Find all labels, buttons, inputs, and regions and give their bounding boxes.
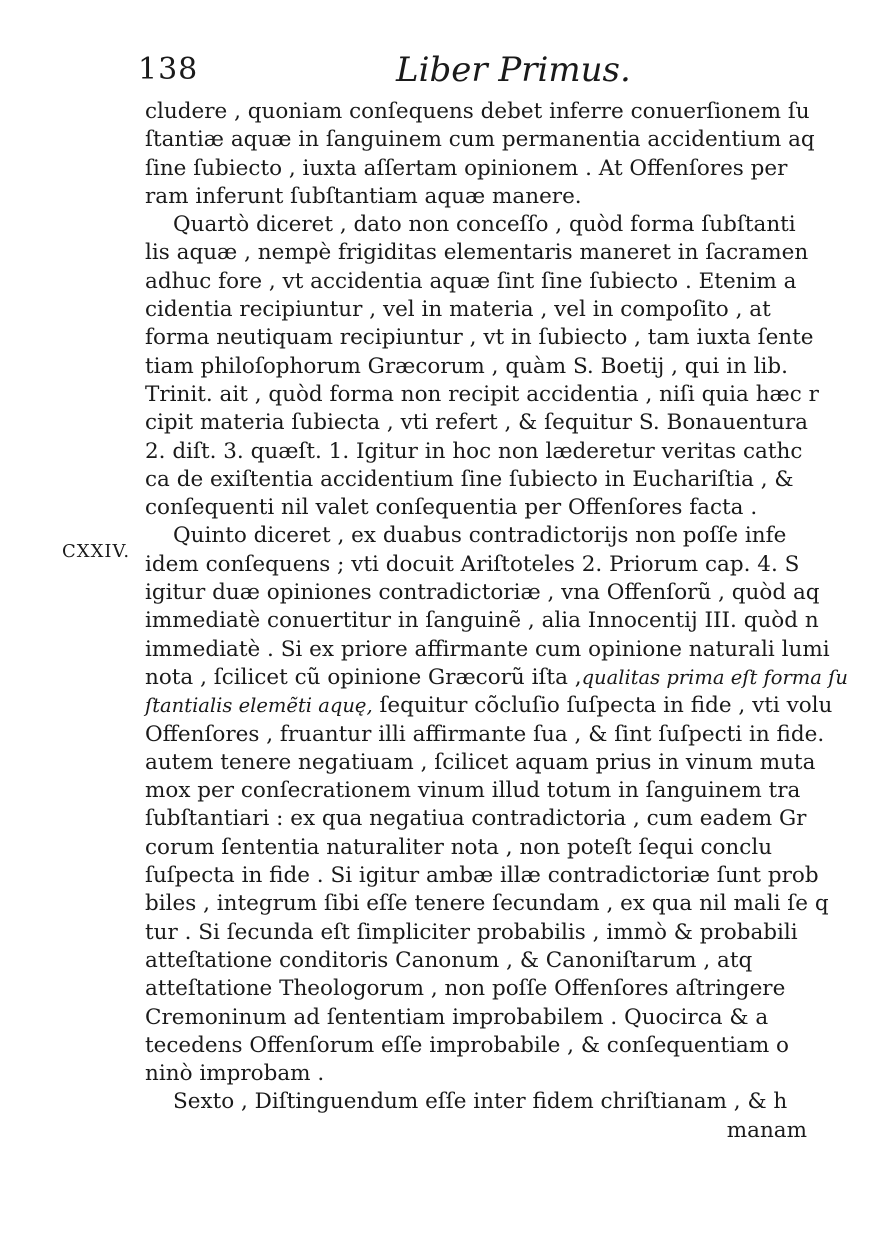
line-text: biles , integrum ſibi eſſe tenere ſecundam , ex qua nil mali ſe q [145,891,829,917]
line-text: conſequenti nil valet conſequentia per Offenſores facta . [145,495,758,521]
line-text: atteſtatione conditoris Canonum , & Canoniſtarum , atq [145,947,753,973]
line-text: cidentia recipiuntur , vel in materia , vel in compoſito , at [145,297,771,323]
margin-note: CXXIV. [62,541,131,562]
text-line [145,636,830,664]
text-line [145,438,807,466]
line-text: ſine ſubiecto , iuxta aſſertam opinionem . At Offenſores per [145,155,788,181]
text-line [145,834,807,862]
line-text: nota , ſcilicet cũ opinione Græcorũ iſta , [145,664,582,690]
text-line [145,975,807,1003]
line-text: Sexto , Diſtinguendum eſſe inter fidem chriſtianam , & h [173,1089,788,1115]
line-text: ſubſtantiari : ex qua negatiua contradictoria , cum eadem Gr [145,806,807,832]
text-line [145,721,825,749]
text-line [145,777,807,805]
line-text: mox per conſecrationem vinum illud totum in ſanguinem tra [145,778,801,804]
text-line [145,239,807,267]
line-text: tur . Si ſecunda eſt ſimpliciter probabilis , immò & probabili [145,919,798,945]
line-text: lis aquæ , nempè frigiditas elementaris maneret in ſacramen [145,240,809,266]
text-line [145,1032,807,1060]
line-text: manam [726,1117,807,1143]
text-line [145,664,848,692]
text-line [145,805,807,833]
line-text: Quartò diceret , dato non conceſſo , quòd forma ſubſtanti [173,212,796,238]
line-italic-text: ſtantialis elemẽti aquę, [145,694,373,718]
line-italic-text: qualitas prima eſt forma ſu [581,665,848,689]
text-line [145,381,819,409]
line-text: ſtantiæ aquæ in ſanguinem cum permanentia accidentium aq [145,127,815,153]
line-text: ram inferunt ſubſtantiam aquæ manere. [145,183,582,209]
line-text: immediatè . Si ex priore affirmante cum opinione naturali lumi [145,636,830,662]
line-text: ca de exiſtentia accidentium ſine ſubiecto in Euchariſtia , & [145,466,794,492]
text-line [145,890,829,918]
line-text: igitur duæ opiniones contradictoriæ , vna Offenſorũ , quòd aq [145,580,820,606]
text-line [145,409,807,437]
line-text: 2. diſt. 3. quæſt. 1. Igitur in hoc non læderetur veritas cathc [145,438,803,464]
text-line [145,522,807,550]
text-line [145,749,816,777]
line-text: adhuc fore , vt accidentia aquæ ſint ſine ſubiecto . Etenim a [145,268,797,294]
text-line [145,1088,807,1116]
text-line [145,211,807,239]
text-line [145,155,807,183]
text-line [145,268,807,296]
text-line [145,494,807,522]
text-line [145,947,807,975]
text-line [145,466,807,494]
body-text [145,98,848,1145]
line-text: tiam philoſophorum Græcorum , quàm S. Boetij , qui in lib. [145,353,788,379]
text-line [145,551,807,579]
text-line [145,919,807,947]
page-number: 138 [138,52,199,87]
line-text: immediatè conuertitur in ſanguinẽ , alia Innocentij III. quòd n [145,608,819,634]
text-line [145,353,807,381]
text-line [145,579,820,607]
text-line [145,296,807,324]
text-line [145,324,814,352]
page-header [138,50,838,90]
text-line [145,692,833,720]
text-line [145,1117,807,1145]
line-text: tecedens Offenſorum eſſe improbabile , & conſequentiam o [145,1032,789,1058]
text-line [145,1004,807,1032]
text-line [145,98,810,126]
text-line [145,1060,807,1088]
line-text: ninò improbam . [145,1061,325,1087]
line-text: autem tenere negatiuam , ſcilicet aquam prius in vinum muta [145,749,816,775]
text-line [145,607,819,635]
text-line [145,126,815,154]
line-text: atteſtatione Theologorum , non poſſe Offenſores aſtringere [145,976,786,1002]
line-text: Trinit. ait , quòd forma non recipit accidentia , niſi quia hæc r [145,381,819,407]
running-title: Liber Primus. [396,50,631,90]
line-text: Cremoninum ad ſententiam improbabilem . Quocirca & a [145,1004,769,1030]
line-text: Offenſores , fruantur illi affirmante ſua , & ſint ſuſpecti in fide. [145,721,825,747]
line-text: Quinto diceret , ex duabus contradictorijs non poſſe infe [173,523,787,549]
line-text: idem conſequens ; vti docuit Ariſtoteles 2. Priorum cap. 4. S [145,551,800,577]
line-text: cludere , quoniam conſequens debet inferre conuerſionem ſu [145,99,810,124]
line-text: forma neutiquam recipiuntur , vt in ſubiecto , tam iuxta ſente [145,325,814,351]
text-line [145,862,819,890]
line-text: cipit materia ſubiecta , vti refert , & ſequitur S. Bonauentura [145,410,808,436]
line-text: ſuſpecta in fide . Si igitur ambæ illæ contradictoriæ ſunt prob [145,863,819,889]
line-text-after: ſequitur cõcluſio ſuſpecta in fide , vti volu [372,693,833,719]
line-text: corum ſententia naturaliter nota , non poteſt ſequi conclu [145,834,773,860]
text-line [145,183,807,211]
